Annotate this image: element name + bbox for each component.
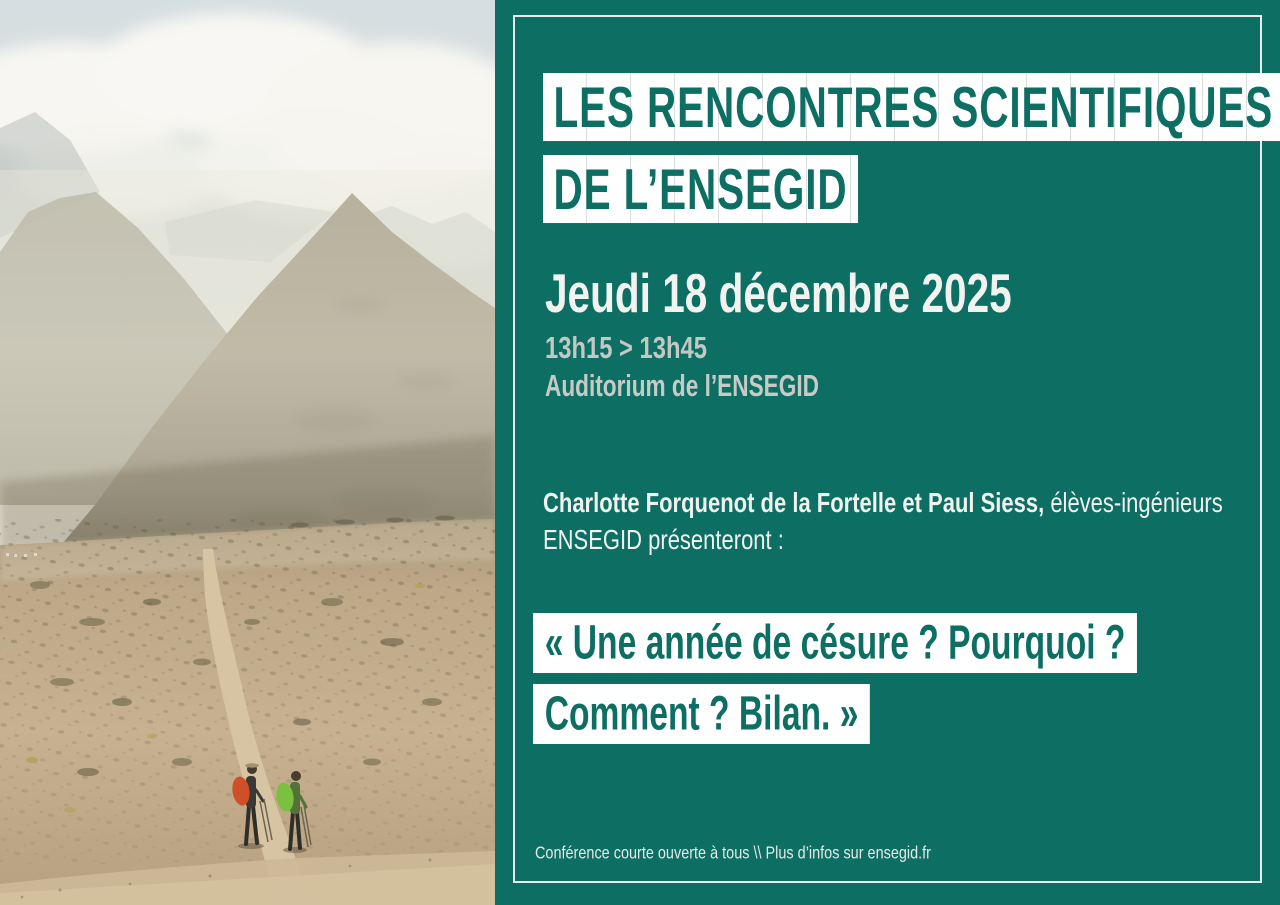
speakers-suffix: élèves-ingénieurs ENSEGID présenteront : bbox=[543, 487, 1223, 555]
event-date: Jeudi 18 décembre 2025 bbox=[545, 263, 1012, 325]
frame-border bbox=[513, 15, 1262, 883]
info-panel bbox=[495, 0, 1280, 905]
speakers-text bbox=[543, 484, 1247, 558]
series-title-line-2: DE L’ENSEGID bbox=[543, 155, 858, 223]
footer-note: Conférence courte ouverte à tous \\ Plus d’infos sur ensegid.fr bbox=[535, 843, 931, 863]
talk-title-line-2: Comment ? Bilan. » bbox=[533, 684, 870, 744]
talk-title-line-1: « Une année de césure ? Pourquoi ? bbox=[533, 613, 1137, 673]
hiker-left-shadow bbox=[238, 843, 264, 849]
landscape-photo bbox=[0, 0, 495, 905]
event-time: 13h15 > 13h45 bbox=[545, 332, 707, 366]
hiker-right-head bbox=[291, 771, 301, 781]
hiker-left-hat bbox=[245, 763, 259, 767]
event-location: Auditorium de l’ENSEGID bbox=[545, 370, 819, 404]
speaker-names: Charlotte Forquenot de la Fortelle et Paul Siess, bbox=[543, 487, 1045, 518]
hiker-right-shadow bbox=[283, 847, 307, 853]
series-title-line-1: LES RENCONTRES SCIENTIFIQUES bbox=[543, 73, 1280, 141]
